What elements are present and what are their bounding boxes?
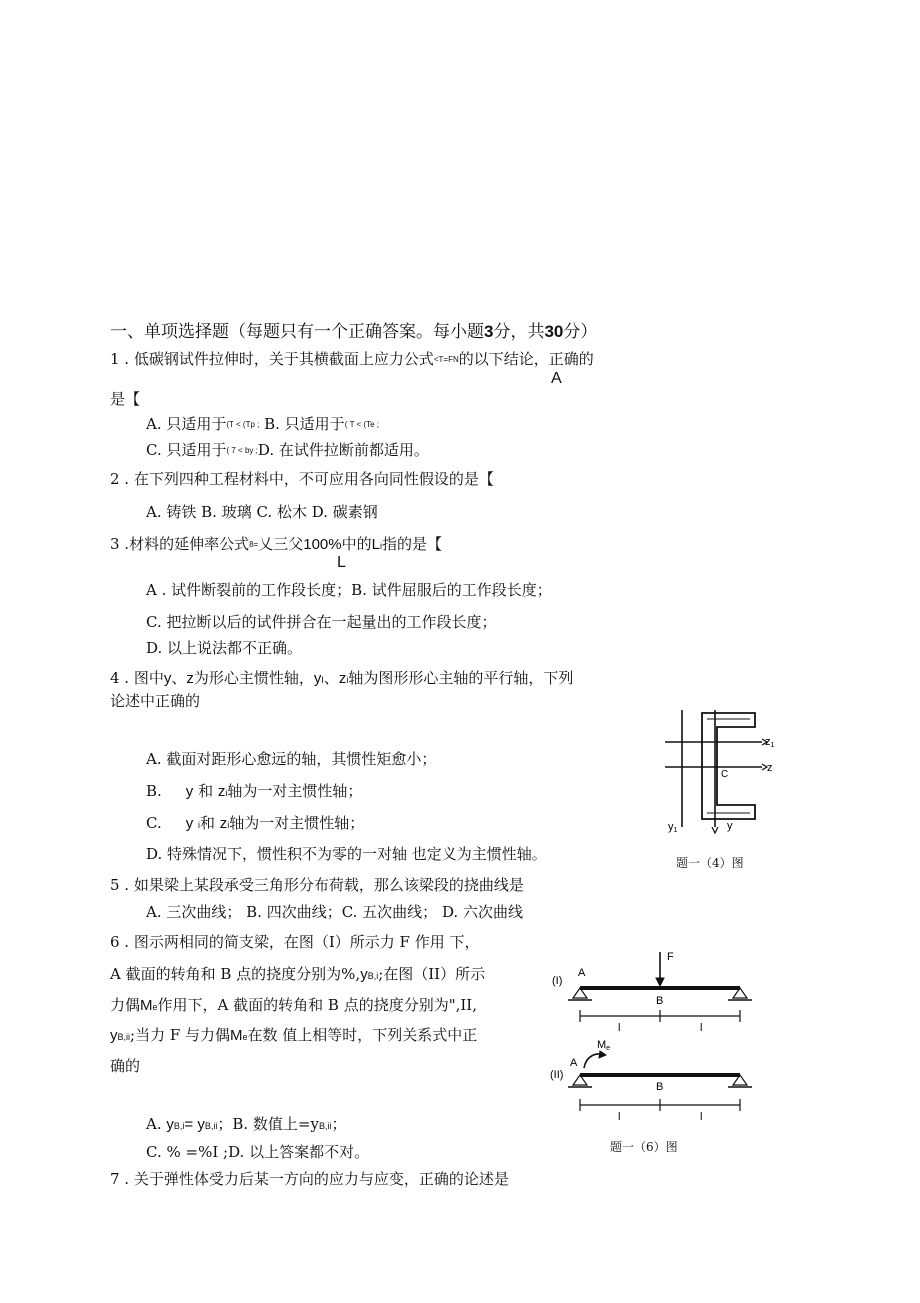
q4-text: 4 . 图中	[110, 669, 164, 687]
q3-stem	[110, 534, 442, 556]
q6-line4	[110, 1025, 477, 1047]
q1-stem	[110, 349, 594, 370]
q3-text: 乂三父	[258, 535, 304, 553]
q3-option-c: C. 把拉断以后的试件拼合在一起量出的工作段长度；	[146, 613, 497, 631]
q4-text: 轴为图形形心主轴的平行轴，下列	[348, 669, 574, 687]
channel-section-shape	[702, 713, 755, 819]
q4-z1-sub: i	[346, 675, 349, 685]
q4-z1: z	[338, 670, 347, 687]
q6-text: ,	[472, 996, 477, 1014]
q1-text: 的以下结论，正确的	[458, 350, 594, 368]
q3-denominator: L	[337, 554, 346, 571]
q3-text: 指的是【	[381, 535, 442, 553]
q4-option-a: A. 截面对距形心愈远的轴，其惯性矩愈小；	[146, 750, 437, 768]
q1-options-ab	[146, 414, 379, 435]
q4-option-c-z: z	[219, 815, 228, 832]
q6-line1: 6 . 图示两相同的简支梁，在图（I）所示力 F 作用 下，	[110, 933, 480, 951]
q6-option-b-end: ；	[331, 1115, 347, 1133]
q6-text: 在数 值上相等时，下列关系式中正	[247, 1026, 478, 1044]
q1-text: 1 . 低碳钢试件拉伸时，关于其横截面上应力公式	[110, 350, 434, 368]
q6-option-b-sub: B,ii	[318, 1121, 332, 1131]
fig6-label-l2: l	[700, 1022, 703, 1034]
score-total: 30	[544, 322, 564, 341]
q5-stem: 5 . 如果梁上某段承受三角形分布荷载，那么该梁段的挠曲线是	[110, 876, 524, 894]
q4-figure	[650, 705, 790, 840]
q4-option-b	[146, 781, 362, 803]
q4-option-c-z-sub: i	[227, 820, 230, 830]
q4-option-b-label: B.	[146, 782, 162, 800]
heading-text: 分）	[563, 322, 598, 342]
fig6-label-b2: B	[656, 1081, 664, 1093]
fig6-label-i: (I)	[552, 975, 563, 987]
q6-m-sub: e	[242, 1032, 248, 1042]
q3-var-sub: i	[379, 541, 382, 551]
q3-pct: 100%	[303, 536, 342, 553]
q6-option-a-eq: = y	[184, 1116, 205, 1133]
q6-line2	[110, 964, 485, 986]
q6-options-cd: C. % =%I ;D. 以上答案都不对。	[146, 1143, 370, 1161]
q3-option-d: D. 以上说法都不正确。	[146, 639, 303, 657]
q4-option-c-y-sub: i	[198, 820, 200, 830]
q6-text: ;当力 F 与力偶	[130, 1026, 231, 1044]
fig6-label-l1: l	[618, 1022, 621, 1034]
q1-option-b-cond: ( T < (Te ;	[344, 420, 379, 429]
q4-option-c-label: C.	[146, 814, 162, 832]
q6-text: 作用下，A 截面的转角和 B 点的挠度分别为",II	[157, 996, 473, 1014]
q4-text: 为形心主惯性轴，	[193, 669, 314, 687]
q1-formula: <T=FN	[433, 355, 459, 364]
q3-text: 3 .材料的延伸率公式	[110, 535, 250, 553]
q4-option-b-z: z	[217, 783, 226, 800]
fig4-label-z1: z1	[765, 736, 775, 749]
q1-option-c-cond: ( 7 < by ;	[226, 446, 258, 455]
fig4-label-y: y	[727, 820, 733, 832]
q3-text: 中的	[341, 535, 372, 553]
q6-option-b: ；B. 数值上=y	[217, 1115, 319, 1133]
q4-stem	[110, 668, 573, 690]
q4-option-c-text: 轴为一对主惯性轴；	[229, 814, 365, 832]
channel-inner-lines	[707, 719, 750, 813]
q6-options-ab	[146, 1114, 347, 1136]
q4-option-b-z-sub: i	[225, 788, 228, 798]
q6-option-a-sub: B,i	[173, 1121, 185, 1131]
arrow-y	[712, 827, 718, 833]
q4-option-c-y: y	[185, 815, 194, 832]
q4-option-c	[146, 813, 364, 835]
q4-option-c-text: 和	[200, 814, 216, 832]
q3-var: L	[371, 536, 380, 553]
q1-option-c: C. 只适用于	[146, 441, 227, 459]
fig4-label-y1: y1	[668, 821, 678, 834]
q4-option-b-y: y	[185, 783, 194, 800]
q3-options-ab: A . 试件断裂前的工作段长度；B. 试件屈服后的工作段长度；	[146, 581, 552, 599]
q6-figure	[540, 940, 770, 1140]
q6-text: ;在图（II）所示	[378, 965, 486, 983]
q2-options: A. 铸铁 B. 玻璃 C. 松木 D. 碳素钢	[146, 503, 378, 521]
q6-y-sub: B,i	[367, 971, 379, 981]
q4-axes: y、z	[163, 670, 194, 687]
fig6-label-me: Me	[597, 1039, 611, 1052]
q4-y1: y	[313, 670, 322, 687]
q6-option-a-sub: B,ii	[204, 1121, 218, 1131]
q6-m-sub: e	[152, 1002, 158, 1012]
fig6-label-l4: l	[700, 1111, 703, 1123]
fig6-label-a2: A	[570, 1057, 578, 1069]
q1-option-a-cond: (T < (Tp ;	[226, 420, 260, 429]
q4-option-b-text: 轴为一对主惯性轴；	[227, 782, 363, 800]
fig6-label-a1: A	[578, 967, 586, 979]
q5-options: A. 三次曲线； B. 四次曲线；C. 五次曲线； D. 六次曲线	[146, 903, 523, 921]
score-per-question: 3	[484, 322, 494, 341]
heading-text: 分，共	[493, 322, 545, 342]
q1-options-cd	[146, 440, 429, 461]
q4-option-b-text: 和	[198, 782, 214, 800]
q4-option-d: D. 特殊情况下，惯性积不为零的一对轴 也定义为主惯性轴。	[146, 845, 547, 863]
q6-m: M	[140, 997, 153, 1014]
q6-option-a-y: y	[166, 1116, 174, 1133]
q6-figure-caption: 题一（6）图	[610, 1140, 678, 1154]
section-heading	[110, 321, 597, 343]
q4-y1-sub: I	[321, 675, 324, 685]
q2-stem: 2 . 在下列四种工程材料中，不可应用各向同性假设的是【	[110, 470, 494, 488]
fig6-label-l3: l	[618, 1111, 621, 1123]
q6-text: A 截面的转角和 B 点的挠度分别为%,	[110, 965, 361, 983]
q6-m: M	[230, 1027, 243, 1044]
q6-line3	[110, 995, 477, 1017]
q4-stem-line2: 论述中正确的	[110, 692, 201, 710]
fig4-label-z: z	[767, 762, 773, 774]
q4-sep: 、	[323, 669, 339, 687]
q6-y-sub: B,ii	[117, 1032, 131, 1042]
fig6-label-b1: B	[656, 995, 664, 1007]
q1-option-d: D. 在试件拉断前都适用。	[257, 441, 429, 459]
q6-y: y	[360, 966, 368, 983]
fig6-label-ii: (II)	[550, 1069, 564, 1081]
fig4-label-c: C	[721, 769, 729, 780]
q6-y: y	[110, 1027, 118, 1044]
q7-stem: 7 . 关于弹性体受力后某一方向的应力与应变，正确的论述是	[110, 1170, 509, 1188]
q4-figure-caption: 题一（4）图	[676, 856, 744, 870]
q1-option-b: B. 只适用于	[264, 415, 345, 433]
q1-option-a: A. 只适用于	[146, 415, 227, 433]
heading-text: 一、单项选择题（每题只有一个正确答案。每小题	[110, 322, 484, 342]
q6-text: 力偶	[110, 996, 141, 1014]
q6-option-a-label: A.	[146, 1115, 162, 1133]
q1-stem-line2: 是【	[110, 390, 141, 408]
q6-line5: 确的	[110, 1057, 141, 1075]
q3-formula: 8=	[249, 540, 259, 549]
fig6-label-f: F	[667, 951, 674, 963]
q1-denominator: A	[551, 370, 562, 387]
